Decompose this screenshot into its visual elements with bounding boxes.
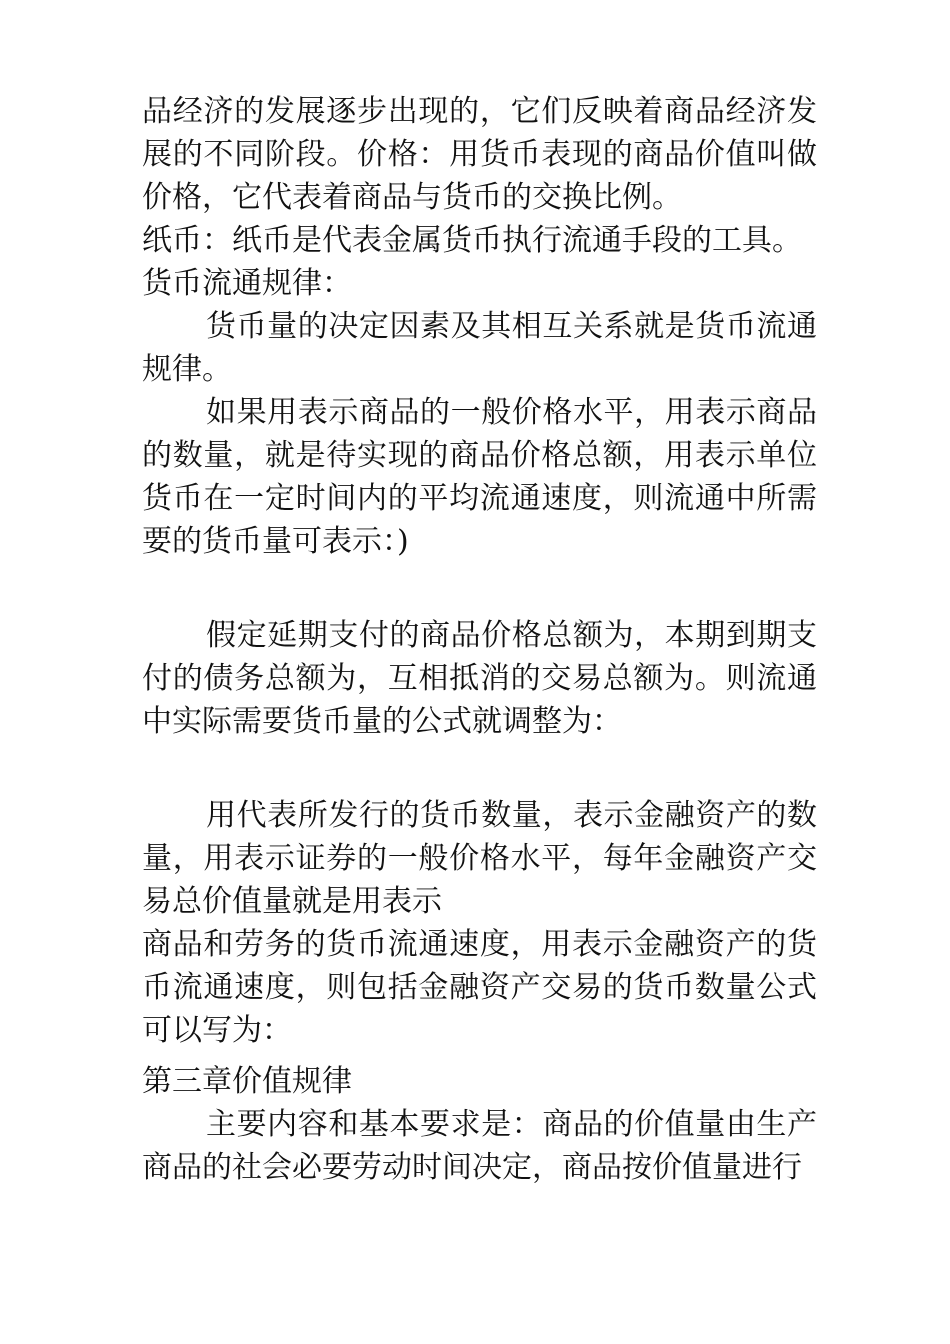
spacer	[142, 786, 817, 794]
section-heading-circulation-law: 货币流通规律：	[142, 266, 352, 301]
formula-placeholder-2	[142, 743, 817, 786]
document-body	[142, 90, 817, 1189]
formula-placeholder-1	[142, 563, 817, 606]
paragraph-deferred-payment: 假定延期支付的商品价格总额为，本期到期支付的债务总额为，互相抵消的交易总额为。则流通中实际需要货币量的公式就调整为：	[142, 618, 817, 739]
paragraph-circulation-law-definition: 货币量的决定因素及其相互关系就是货币流通规律。	[142, 309, 817, 387]
paragraph-main-content: 主要内容和基本要求是：商品的价值量由生产商品的社会必要劳动时间决定，商品按价值量进行	[142, 1107, 817, 1185]
chapter-heading-value-law: 第三章价值规律	[142, 1064, 352, 1099]
spacer	[142, 606, 817, 614]
paragraph-paper-money: 纸币：纸币是代表金属货币执行流通手段的工具。	[142, 223, 802, 258]
paragraph-financial-assets: 用代表所发行的货币数量，表示金融资产的数量，用表示证券的一般价格水平，每年金融资产交易总价值量就是用表示	[142, 798, 817, 919]
paragraph-money-demand-formula: 如果用表示商品的一般价格水平，用表示商品的数量，就是待实现的商品价格总额，用表示单位货币在一定时间内的平均流通速度，则流通中所需要的货币量可表示：)	[142, 395, 817, 559]
paragraph-velocity: 商品和劳务的货币流通速度，用表示金融资产的货币流通速度，则包括金融资产交易的货币数量公式可以写为：	[142, 927, 817, 1048]
spacer	[142, 1052, 817, 1060]
paragraph-commodity-price: 品经济的发展逐步出现的，它们反映着商品经济发展的不同阶段。价格：用货币表现的商品价值叫做价格，它代表着商品与货币的交换比例。	[142, 94, 817, 215]
